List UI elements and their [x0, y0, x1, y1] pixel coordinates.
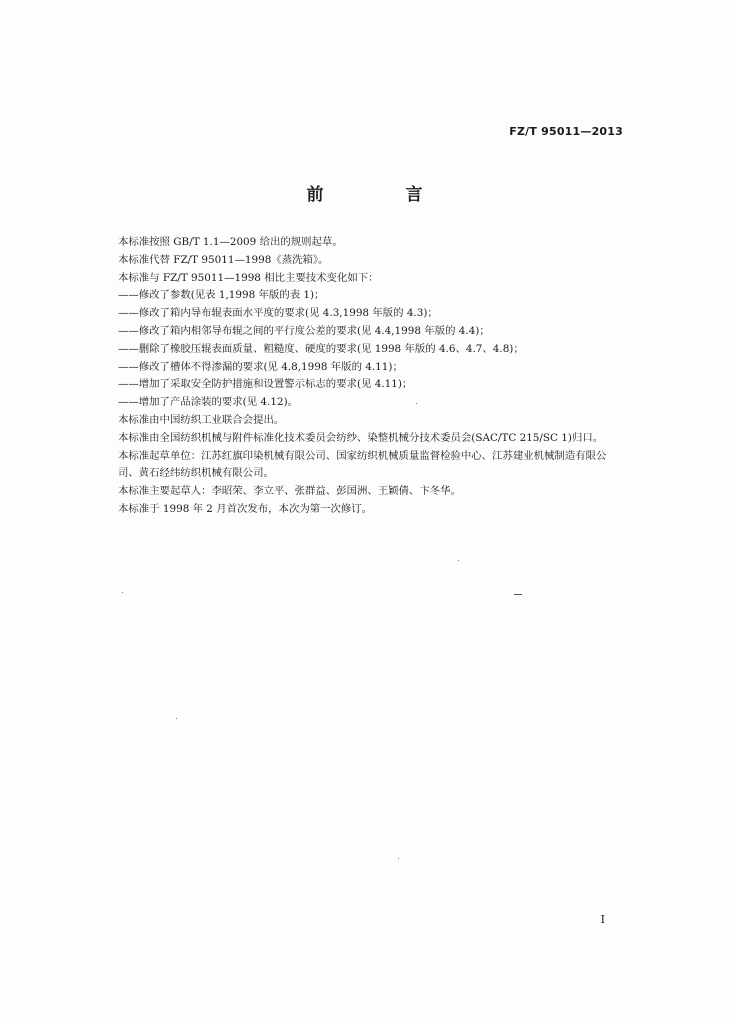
page-title: 前 言 [306, 185, 461, 205]
scan-speck [416, 403, 417, 404]
paragraph-proposed-by: 本标准由中国纺织工业联合会提出。 [118, 413, 285, 426]
paragraph-drafters: 本标准主要起草人：李昭荣、李立平、张群益、彭国洲、王颖倩、卞冬华。 [118, 485, 461, 498]
page-number: I [600, 913, 605, 926]
paragraph-replaces: 本标准代替 FZ/T 95011—1998《蒸洗箱》。 [118, 253, 329, 266]
change-item: ——增加了采取安全防护措施和设置警示标志的要求(见 4.11)； [118, 378, 413, 391]
change-item: ——修改了箱内相邻导布辊之间的平行度公差的要求(见 4.4,1998 年版的 4.4)； [118, 324, 490, 337]
paragraph-history: 本标准于 1998 年 2 月首次发布，本次为第一次修订。 [118, 502, 373, 515]
change-item: ——增加了产品涂装的要求(见 4.12)。 [118, 396, 299, 409]
change-item: ——修改了箱内导布辊表面水平度的要求(见 4.3,1998 年版的 4.3)； [118, 307, 438, 320]
scan-speck [514, 594, 522, 595]
standard-code: FZ/T 95011—2013 [509, 125, 623, 138]
scan-speck [458, 560, 459, 561]
paragraph-drafting-units: 本标准起草单位：江苏红旗印染机械有限公司、国家纺织机械质量监督检验中心、江苏建业机械制造有限公司、黄石经纬纺织机械有限公司。 [118, 449, 607, 480]
scan-speck [176, 718, 177, 719]
paragraph-drafting-rules: 本标准按照 GB/T 1.1—2009 给出的规则起草。 [118, 236, 343, 248]
paragraph-changes-intro: 本标准与 FZ/T 95011—1998 相比主要技术变化如下： [118, 271, 379, 284]
foreword-body [118, 234, 623, 519]
change-item: ——删除了橡胶压辊表面质量、粗糙度、硬度的要求(见 1998 年版的 4.6、4.7、4.8)； [118, 342, 524, 355]
change-item: ——修改了槽体不得渗漏的要求(见 4.8,1998 年版的 4.11)； [118, 360, 403, 373]
scan-speck [398, 858, 399, 859]
scan-speck [122, 592, 123, 593]
paragraph-centralized-by: 本标准由全国纺织机械与附件标准化技术委员会纺纱、染整机械分技术委员会(SAC/TC 215/SC 1)归口。 [118, 431, 604, 444]
changes-list [118, 287, 623, 412]
change-item: ——修改了参数(见表 1,1998 年版的表 1)； [118, 289, 325, 302]
